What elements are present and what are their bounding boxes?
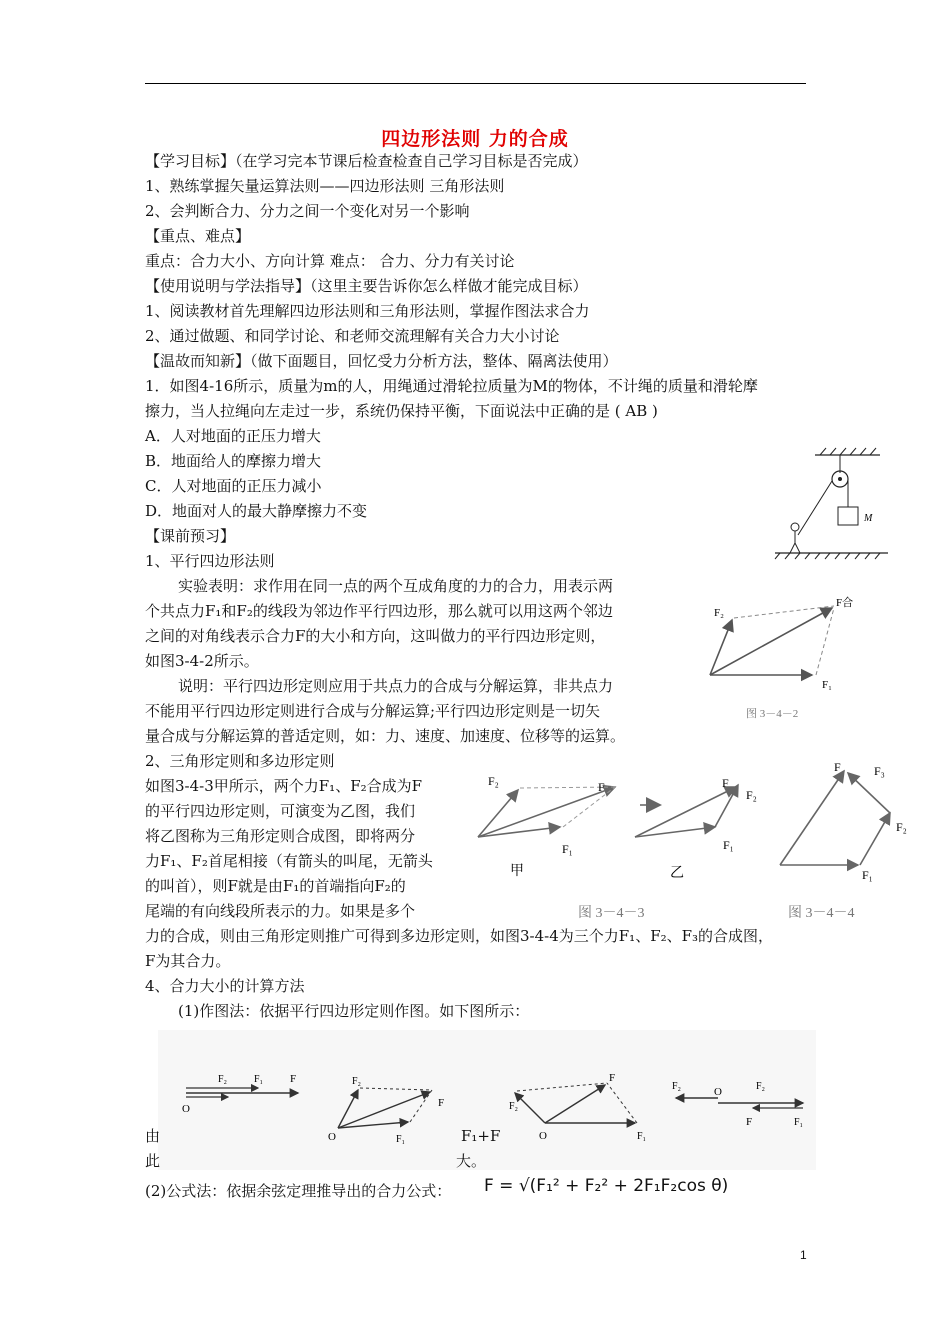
text-line: 不能用平行四边形定则进行合成与分解运算;平行四边形定则是一切矢 [145,702,601,720]
page-title: 四边形法则 力的合成 [381,128,569,150]
text-line: 4、合力大小的计算方法 [145,977,305,995]
svg-text:O: O [328,1131,336,1143]
figure-caption: 图 3－4－2 [746,708,799,720]
svg-text:F₂: F₂ [352,1076,362,1087]
text-line: 1．如图4-16所示，质量为m的人，用绳通过滑轮拉质量为M的物体，不计绳的质量和滑轮摩 [145,377,758,395]
svg-text:F: F [722,776,729,790]
svg-text:O: O [182,1103,190,1115]
text-fragment: 此 [145,1152,161,1170]
svg-text:F₂: F₂ [672,1081,682,1092]
svg-text:F₁: F₁ [723,838,734,852]
text-line: 【学习目标】（在学习完本节课后检查检查自己学习目标是否完成） [145,152,588,170]
text-line: 2、三角形定则和多边形定则 [145,752,335,770]
acute-angle-diagram [318,1070,458,1149]
svg-text:F₂: F₂ [509,1101,519,1112]
text-line: 尾端的有向线段所表示的力。如果是多个 [145,902,416,920]
text-line: 之间的对角线表示合力F的大小和方向，这叫做力的平行四边形定则， [145,627,606,645]
svg-text:F₁: F₁ [254,1074,264,1085]
svg-text:F₁: F₁ [862,868,873,882]
text-fragment: F₁+F [461,1127,501,1145]
svg-text:F: F [746,1116,753,1128]
collinear-same-direction-diagram [178,1060,313,1124]
text-line: 1、阅读教材首先理解四边形法则和三角形法则，掌握作图法求合力 [145,302,590,320]
text-line: F为其合力。 [145,952,231,970]
text-line: 擦力，当人拉绳向左走过一步，系统仍保持平衡，下面说法中正确的是 ( AB ) [145,402,658,420]
option-b: B．地面给人的摩擦力增大 [145,452,322,470]
svg-text:F: F [290,1073,297,1085]
text-line: 【重点、难点】 [145,227,251,245]
svg-text:F₂: F₂ [714,607,724,619]
svg-text:F₁: F₁ [822,679,832,691]
text-line: 1、平行四边形法则 [145,552,275,570]
parallelogram-figure [700,590,870,724]
svg-text:F: F [598,780,605,794]
pulley-figure [770,445,890,564]
text-line: 将乙图称为三角形定则合成图，即将两分 [145,827,416,845]
text-line: 【使用说明与学法指导】（这里主要告诉你怎么样做才能完成目标） [145,277,588,295]
option-c: C．人对地面的正压力减小 [145,477,322,495]
text-line: (1)作图法：依据平行四边形定则作图。如下图所示： [178,1002,530,1020]
page-number: 1 [800,1248,807,1262]
text-line: 的叫首），则F就是由F₁的首端指向F₂的 [145,877,406,895]
svg-text:O: O [714,1086,722,1098]
triangle-rule-figure [470,765,775,929]
text-line: 力的合成，则由三角形定则推广可得到多边形定则，如图3-4-4为三个力F₁、F₂、F₃的合成图， [145,927,774,945]
svg-text:F₁: F₁ [637,1131,647,1142]
text-line: 重点：合力大小、方向计算 难点： 合力、分力有关讨论 [145,252,515,270]
text-line: 1、熟练掌握矢量运算法则——四边形法则 三角形法则 [145,177,505,195]
figure-caption: 图 3－4－4 [788,906,855,921]
svg-text:F: F [609,1072,616,1084]
resultant-force-formula: F = √(F₁² + F₂² + 2F₁F₂cos θ) [484,1176,729,1196]
text-fragment: 由 [145,1127,161,1145]
text-line: 量合成与分解运算的普适定则，如：力、速度、加速度、位移等的运算。 [145,727,626,745]
svg-text:F₃: F₃ [874,764,885,778]
svg-text:F₁: F₁ [794,1117,804,1128]
text-line: 【温故而知新】（做下面题目，回忆受力分析方法，整体、隔离法使用） [145,352,618,370]
figure-label-jia: 甲 [510,864,524,879]
svg-text:M: M [864,513,873,524]
header-rule [145,83,806,84]
svg-text:F₂: F₂ [488,774,499,788]
svg-text:F₂: F₂ [896,820,907,834]
text-fragment: 大。 [456,1152,487,1170]
text-line: 力F₁、F₂首尾相接（有箭头的叫尾，无箭头 [145,852,433,870]
polygon-rule-figure [770,755,920,929]
svg-text:F₂: F₂ [218,1074,228,1085]
svg-text:F₁: F₁ [396,1134,406,1145]
option-d: D．地面对人的最大静摩擦力不变 [145,502,368,520]
text-line: 的平行四边形定则，可演变为乙图，我们 [145,802,416,820]
svg-text:F₂: F₂ [756,1081,766,1092]
text-line: 2、通过做题、和同学讨论、和老师交流理解有关合力大小讨论 [145,327,560,345]
text-line: 【课前预习】 [145,527,236,545]
text-line: 2、会判断合力、分力之间一个变化对另一个影响 [145,202,470,220]
text-line: 如图3-4-3甲所示，两个力F₁、F₂合成为F [145,777,423,795]
text-line: 个共点力F₁和F₂的线段为邻边作平行四边形，那么就可以用这两个邻边 [145,602,613,620]
opposite-direction-diagram [668,1065,813,1139]
text-line: 实验表明：求作用在同一点的两个互成角度的力的合力，用表示两 [178,577,614,595]
svg-text:F₁: F₁ [562,842,573,856]
text-line: 如图3-4-2所示。 [145,652,259,670]
figure-caption: 图 3－4－3 [578,906,645,921]
option-a: A．人对地面的正压力增大 [145,427,321,445]
svg-text:F: F [834,760,841,774]
svg-text:F合: F合 [836,597,854,609]
svg-text:O: O [539,1130,547,1142]
text-line: 说明：平行四边形定则应用于共点力的合成与分解运算，非共点力 [178,677,614,695]
svg-text:F₂: F₂ [746,788,757,802]
obtuse-angle-diagram [505,1065,645,1149]
svg-text:F: F [438,1097,445,1109]
figure-label-yi: 乙 [670,866,684,881]
text-line: (2)公式法：依据余弦定理推导出的合力公式： [145,1182,452,1200]
